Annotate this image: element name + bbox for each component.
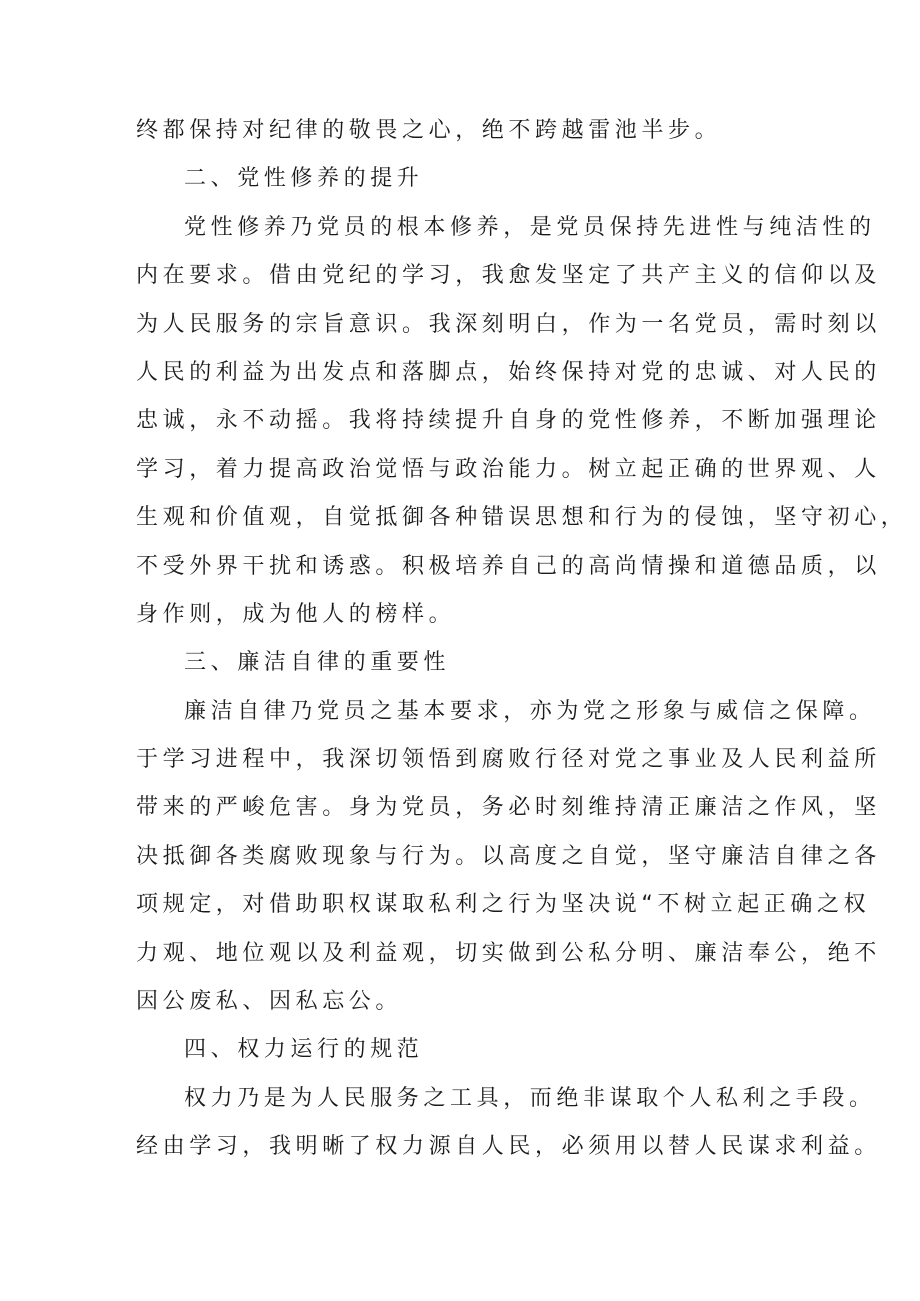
paragraph-line: 决抵御各类腐败现象与行为。以高度之自觉，坚守廉洁自律之各	[136, 843, 881, 869]
section-heading-integrity: 三、廉洁自律的重要性	[184, 650, 451, 676]
paragraph-line: 因公废私、因私忘公。	[136, 989, 403, 1015]
paragraph-line: 经由学习，我明晰了权力源自人民，必须用以替人民谋求利益。	[136, 1134, 881, 1160]
section-heading-power-norms: 四、权力运行的规范	[184, 1037, 424, 1063]
paragraph-line: 带来的严峻危害。身为党员，务必时刻维持清正廉洁之作风，坚	[136, 795, 881, 821]
paragraph-line: 廉洁自律乃党员之基本要求，亦为党之形象与威信之保障。	[184, 698, 876, 724]
paragraph-line: 生观和价值观，自觉抵御各种错误思想和行为的侵蚀，坚守初心，	[136, 505, 908, 531]
paragraph-line: 为人民服务的宗旨意识。我深刻明白，作为一名党员，需时刻以	[136, 311, 881, 337]
document-body	[136, 107, 908, 1172]
paragraph-line: 内在要求。借由党纪的学习，我愈发坚定了共产主义的信仰以及	[136, 263, 881, 289]
paragraph-line: 于学习进程中，我深切领悟到腐败行径对党之事业及人民利益所	[136, 747, 881, 773]
paragraph-line: 项规定，对借助职权谋取私利之行为坚决说“不树立起正确之权	[136, 892, 871, 918]
paragraph-line: 党性修养乃党员的根本修养，是党员保持先进性与纯洁性的	[184, 214, 876, 240]
paragraph-line: 权力乃是为人民服务之工具，而绝非谋取个人私利之手段。	[184, 1085, 876, 1111]
section-heading-party-spirit: 二、党性修养的提升	[184, 166, 424, 192]
paragraph-line: 终都保持对纪律的敬畏之心，绝不跨越雷池半步。	[136, 118, 722, 143]
paragraph-line: 人民的利益为出发点和落脚点，始终保持对党的忠诚、对人民的	[136, 359, 881, 385]
paragraph-line: 不受外界干扰和诱惑。积极培养自己的高尚情操和道德品质，以	[136, 553, 881, 579]
paragraph-line: 忠诚，永不动摇。我将持续提升自身的党性修养，不断加强理论	[136, 408, 881, 434]
paragraph-line: 力观、地位观以及利益观，切实做到公私分明、廉洁奉公，绝不	[136, 940, 881, 966]
paragraph-line: 学习，着力提高政治觉悟与政治能力。树立起正确的世界观、人	[136, 456, 881, 482]
paragraph-line: 身作则，成为他人的榜样。	[136, 601, 456, 627]
